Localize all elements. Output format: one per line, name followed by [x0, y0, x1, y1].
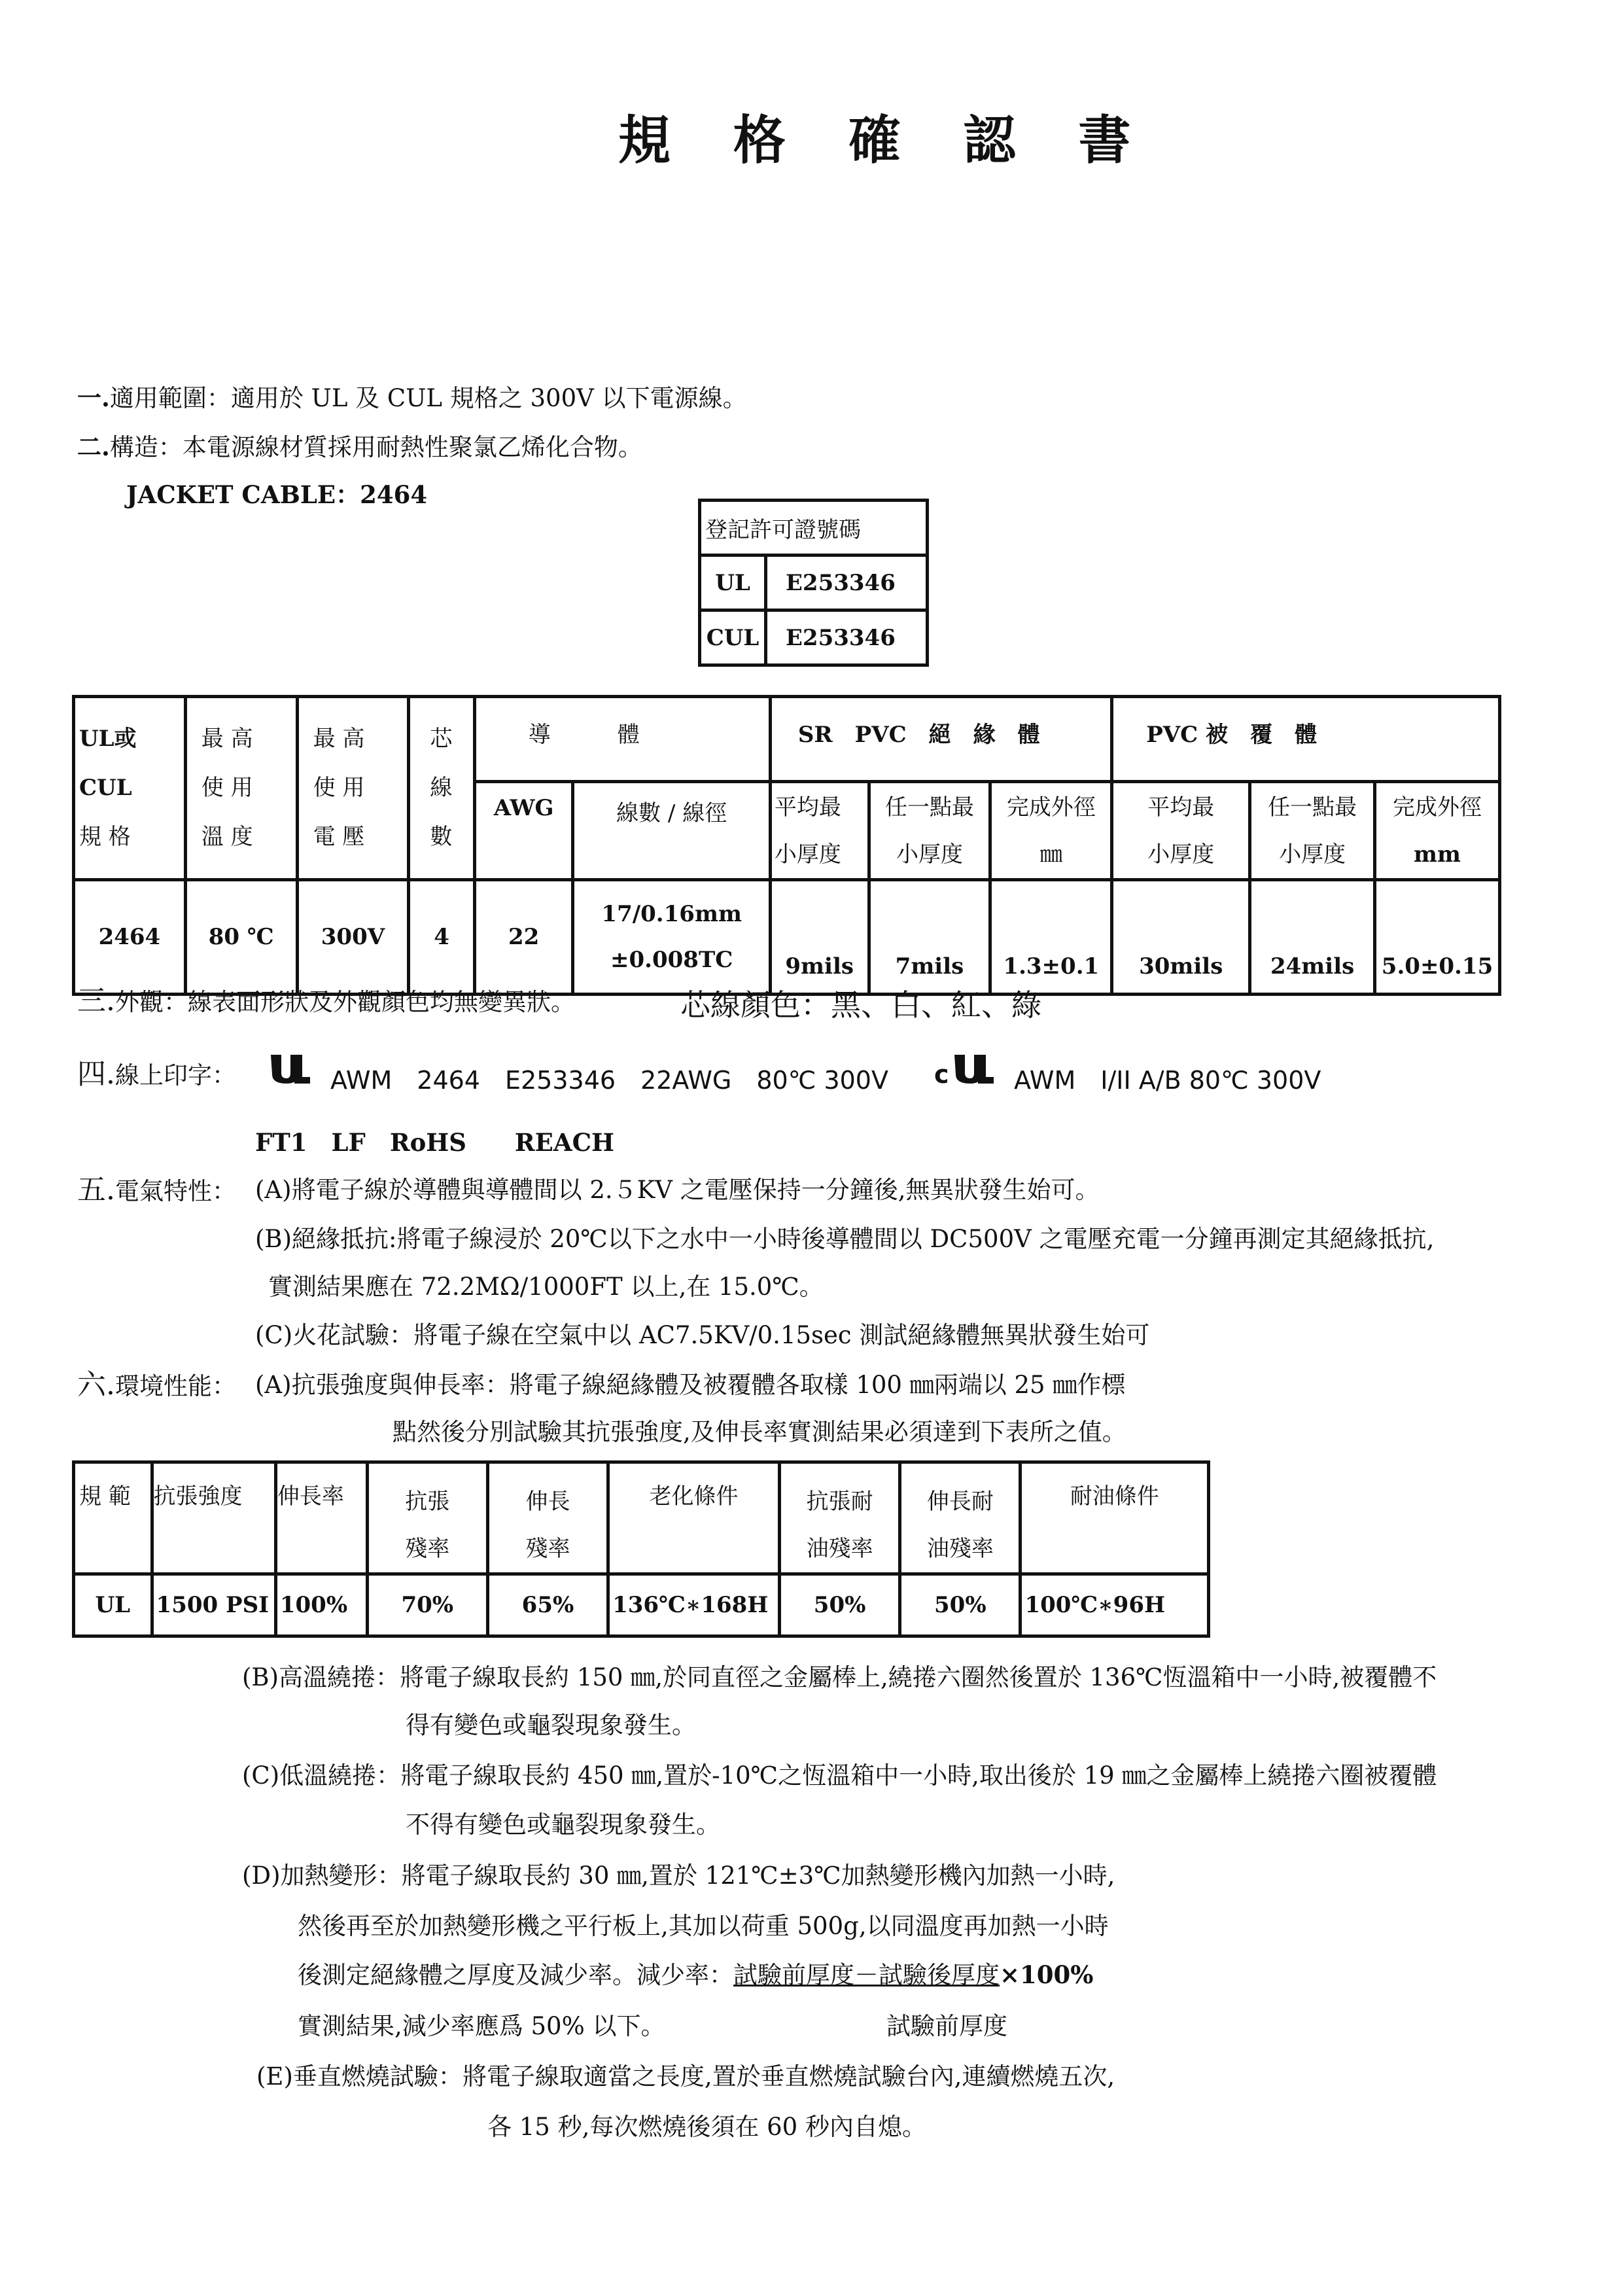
env-row-elongation-retention: 65%	[487, 1574, 608, 1636]
spec-header-jkt-avg	[1112, 782, 1250, 880]
spec-row-standard: 2464	[74, 880, 186, 995]
spec-row-strand-line1: 17/0.16mm	[601, 901, 742, 927]
cul-logo-icon	[952, 1052, 995, 1091]
spec-header-voltage-line2: 使 用	[313, 775, 365, 801]
marking-line-2: AWM I/II A/B 80℃ 300V	[1014, 1066, 1321, 1095]
spec-header-ins-od-line2: ㎜	[1039, 841, 1062, 868]
spec-header-awg: AWG	[474, 782, 573, 880]
spec-row-cores: 4	[409, 880, 474, 995]
section-6-b-text: 將電子線取長約 150 ㎜,於同直徑之金屬棒上,繞捲六圈然後置於 136℃恆溫箱中一小時,被覆體不	[400, 1663, 1437, 1691]
spec-header-ins-point	[869, 782, 990, 880]
section-6-b-label: (B)高溫繞捲：	[242, 1663, 400, 1691]
spec-header-standard-line1: UL或	[79, 726, 137, 752]
section-5-a: (A)將電子線於導體與導體間以 2.５KV 之電壓保持一分鐘後,無異狀發生始可。	[255, 1176, 1100, 1204]
spec-header-jkt-point-line1: 任一點最	[1268, 794, 1357, 821]
spec-row-awg: 22	[474, 880, 573, 995]
env-header-oil-elongation-line2: 油殘率	[926, 1536, 994, 1562]
env-header-oil-tensile-line1: 抗張耐	[806, 1489, 873, 1515]
spec-header-cores-line1: 芯	[430, 726, 453, 752]
spec-header-ins-point-line2: 小厚度	[896, 841, 963, 868]
spec-header-voltage-line3: 電 壓	[313, 824, 365, 850]
section-6-d-text: 將電子線取長約 30 ㎜,置於 121℃±3℃加熱變形機內加熱一小時,	[401, 1862, 1115, 1890]
spec-header-jkt-od-line1: 完成外徑	[1393, 794, 1482, 821]
env-header-tensile-retention-line2: 殘率	[405, 1536, 450, 1562]
reduction-formula-numerator: 試驗前厚度－試驗後厚度	[733, 1961, 1000, 1989]
section-3	[77, 984, 575, 1017]
env-row-aging: 136℃∗168H	[608, 1574, 780, 1636]
section-6-d-label: (D)加熱變形：	[242, 1862, 402, 1890]
spec-header-temp-line2: 使 用	[201, 775, 253, 801]
spec-header-insulation: SR PVC 絕 緣 體	[770, 697, 1111, 782]
env-header-oil-elongation-line1: 伸長耐	[926, 1489, 994, 1515]
spec-header-voltage-line1: 最 高	[313, 726, 365, 752]
spec-header-standard-line2: CUL	[79, 775, 132, 801]
spec-header-ins-point-line1: 任一點最	[884, 794, 974, 821]
page-title: 規 格 確 認 書	[618, 109, 1153, 171]
marking-line-1: AWM 2464 E253346 22AWG 80℃ 300V	[330, 1066, 888, 1095]
section-4-label: 線上印字：	[115, 1061, 236, 1089]
section-5-number: 五.	[77, 1173, 115, 1207]
spec-header-jkt-od	[1375, 782, 1500, 880]
section-6-d-line2: 然後再至於加熱變形機之平行板上,其加以荷重 500g,以同溫度再加熱一小時	[298, 1912, 1109, 1940]
spec-header-strand: 線數 / 線徑	[573, 782, 770, 880]
spec-header-standard-line3: 規 格	[79, 824, 131, 850]
spec-row-temp: 80 ℃	[185, 880, 297, 995]
spec-header-ins-od	[990, 782, 1112, 880]
section-6-d-line1	[242, 1863, 1115, 1888]
env-header-elongation-retention-line1: 伸長	[525, 1489, 570, 1515]
section-5-heading	[77, 1173, 236, 1207]
spec-header-jacket: PVC 被 覆 體	[1112, 697, 1500, 782]
spec-header-ins-avg	[770, 782, 869, 880]
marking-line-3: FT1 LF RoHS REACH	[255, 1128, 615, 1157]
spec-header-ins-od-line1: 完成外徑	[1006, 794, 1096, 821]
spec-row-strand	[573, 880, 770, 995]
registration-table	[698, 499, 929, 667]
env-header-tensile: 抗張強度	[152, 1462, 275, 1574]
registration-cul-value: E253346	[766, 610, 928, 665]
spec-header-temp	[185, 697, 297, 880]
jacket-cable-label: JACKET CABLE：2464	[126, 480, 428, 509]
registration-cul-label: CUL	[700, 610, 766, 665]
section-6-a-line1: (A)抗張強度與伸長率：將電子線絕緣體及被覆體各取樣 100 ㎜兩端以 25 ㎜作標	[255, 1371, 1126, 1399]
env-header-oil-tensile-line2: 油殘率	[806, 1536, 873, 1562]
registration-ul-value: E253346	[766, 556, 928, 610]
section-6-number: 六.	[77, 1368, 115, 1402]
section-1	[77, 383, 747, 412]
spec-header-temp-line1: 最 高	[201, 726, 253, 752]
spec-header-conductor: 導 體	[474, 697, 770, 782]
section-5-c: (C)火花試驗：將電子線在空氣中以 AC7.5KV/0.15sec 測試絕緣體無異狀發生始可	[255, 1321, 1150, 1349]
spec-header-jkt-point-line2: 小厚度	[1279, 841, 1346, 868]
spec-row-jkt-od: 5.0±0.15	[1375, 880, 1500, 995]
section-2-text: 構造：本電源線材質採用耐熱性聚氯乙烯化合物。	[109, 433, 642, 461]
ul-logo-icon	[268, 1052, 311, 1091]
section-3-number: 三.	[77, 984, 115, 1017]
spec-header-voltage	[297, 697, 409, 880]
env-header-oil-tensile	[779, 1462, 899, 1574]
env-row-oil-elongation: 50%	[900, 1574, 1021, 1636]
env-row-elongation: 100%	[275, 1574, 367, 1636]
spec-header-cores-line2: 線	[430, 775, 453, 801]
reduction-rate-label: 後測定絕緣體之厚度及減少率。減少率：	[298, 1961, 733, 1989]
section-5-b-line2: 實測結果應在 72.2MΩ/1000FT 以上,在 15.0℃。	[268, 1273, 824, 1301]
section-6-c-label: (C)低溫繞捲：	[242, 1761, 401, 1790]
env-header-oil-condition: 耐油條件	[1021, 1462, 1209, 1574]
spec-header-jkt-avg-line2: 小厚度	[1147, 841, 1215, 868]
spec-row-ins-od: 1.3±0.1	[990, 880, 1112, 995]
spec-row-ins-point: 7mils	[869, 880, 990, 995]
section-5-b-line1: (B)絕緣抵抗:將電子線浸於 20℃以下之水中一小時後導體間以 DC500V 之電壓充電一分鐘再測定其絕緣抵抗,	[255, 1225, 1435, 1253]
section-2	[77, 435, 642, 459]
section-6-a-line2: 點然後分別試驗其抗張強度,及伸長率實測結果必須達到下表所之值。	[393, 1418, 1126, 1446]
section-1-text: 適用範圍：適用於 UL 及 CUL 規格之 300V 以下電源線。	[109, 384, 747, 412]
env-row-oil-condition: 100℃∗96H	[1021, 1574, 1209, 1636]
section-6-d-line4: 實測結果,減少率應爲 50% 以下。	[298, 2012, 665, 2040]
spec-header-temp-line3: 溫 度	[201, 824, 253, 850]
env-row-tensile: 1500 PSI	[152, 1574, 275, 1636]
section-6-label: 環境性能：	[115, 1372, 236, 1400]
spec-header-jkt-avg-line1: 平均最	[1147, 794, 1215, 821]
spec-table	[72, 695, 1501, 996]
env-header-elongation-retention	[487, 1462, 608, 1574]
env-header-oil-elongation	[900, 1462, 1021, 1574]
env-header-tensile-retention-line1: 抗張	[405, 1489, 450, 1515]
section-1-number: 一.	[77, 383, 110, 412]
spec-row-strand-line2: ±0.008TC	[610, 947, 733, 973]
section-6-c-line1	[242, 1763, 1437, 1788]
reduction-formula-denominator: 試驗前厚度	[886, 2012, 1007, 2040]
registration-ul-label: UL	[700, 556, 766, 610]
section-5-label: 電氣特性：	[115, 1177, 236, 1205]
section-6-heading	[77, 1368, 236, 1402]
cul-c-prefix: c	[934, 1060, 949, 1089]
env-header-aging: 老化條件	[608, 1462, 780, 1574]
spec-header-ins-avg-line1: 平均最	[774, 794, 841, 821]
spec-row-voltage: 300V	[297, 880, 409, 995]
section-2-number: 二.	[77, 433, 110, 461]
spec-header-cores-line3: 數	[430, 824, 453, 850]
environment-table	[72, 1460, 1210, 1638]
spec-header-jkt-point	[1250, 782, 1375, 880]
env-header-elongation: 伸長率	[275, 1462, 367, 1574]
env-header-tensile-retention	[367, 1462, 487, 1574]
section-6-e-line2: 各 15 秒,每次燃燒後須在 60 秒內自熄。	[487, 2113, 926, 2141]
env-header-standard: 規 範	[74, 1462, 152, 1574]
core-colors: 芯線顏色：黑、白、紅、綠	[680, 987, 1041, 1023]
spec-header-cores	[409, 697, 474, 880]
section-4-number: 四.	[77, 1057, 115, 1091]
section-6-d-line3	[298, 1960, 1094, 1989]
spec-header-standard	[74, 697, 186, 880]
section-6-b-line2: 得有變色或龜裂現象發生。	[406, 1711, 696, 1739]
section-6-c-text: 將電子線取長約 450 ㎜,置於-10℃之恆溫箱中一小時,取出後於 19 ㎜之金屬棒上繞捲六圈被覆體	[400, 1761, 1437, 1790]
section-6-b-line1	[242, 1665, 1437, 1689]
spec-row-ins-avg: 9mils	[770, 880, 869, 995]
section-6-e-line1: (E)垂直燃燒試驗：將電子線取適當之長度,置於垂直燃燒試驗台內,連續燃燒五次,	[256, 2062, 1115, 2091]
reduction-formula-multiplier: ×100%	[1000, 1960, 1094, 1989]
env-row-tensile-retention: 70%	[367, 1574, 487, 1636]
spec-row-jkt-avg: 30mils	[1112, 880, 1250, 995]
section-6-c-line2: 不得有變色或龜裂現象發生。	[406, 1810, 720, 1839]
section-4-heading	[77, 1057, 236, 1091]
spec-header-ins-avg-line2: 小厚度	[774, 841, 841, 868]
spec-header-jkt-od-line2: mm	[1414, 841, 1461, 868]
env-row-oil-tensile: 50%	[779, 1574, 899, 1636]
spec-row-jkt-point: 24mils	[1250, 880, 1375, 995]
registration-header: 登記許可證號碼	[700, 501, 928, 556]
section-3-text: 外觀：線表面形狀及外觀顏色均無變異狀。	[115, 988, 575, 1016]
env-row-standard: UL	[74, 1574, 152, 1636]
env-header-elongation-retention-line2: 殘率	[525, 1536, 570, 1562]
